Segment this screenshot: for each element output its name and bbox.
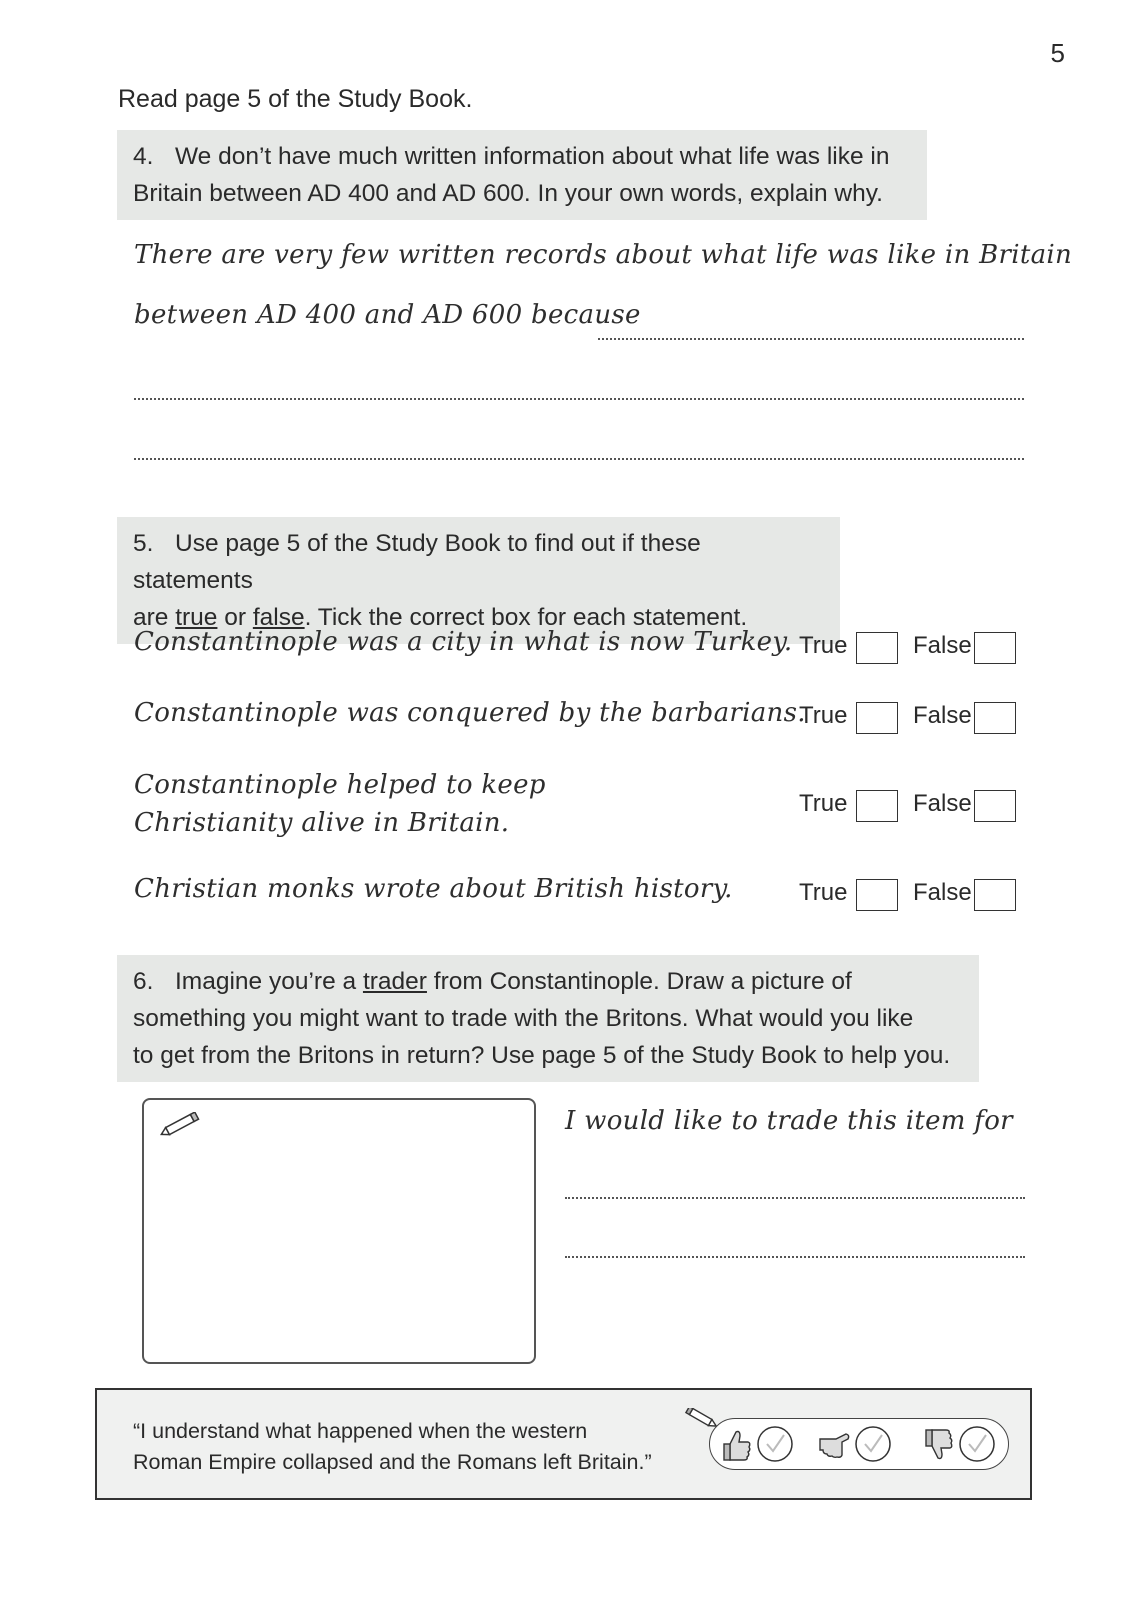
question-5-text1: Use page 5 of the Study Book to find out if these statements bbox=[133, 530, 701, 594]
question-4-line2: Britain between AD 400 and AD 600. In your own words, explain why. bbox=[133, 180, 883, 207]
q4-answer-blank-1[interactable] bbox=[598, 338, 1024, 340]
q4-answer-blank-3[interactable] bbox=[134, 458, 1024, 460]
statement-1-false-label: False bbox=[913, 632, 972, 659]
statement-4-true-label: True bbox=[799, 879, 848, 906]
question-4-box bbox=[117, 130, 927, 220]
statement-3-false-label: False bbox=[913, 790, 972, 817]
q6-answer-prompt: I would like to trade this item for bbox=[565, 1106, 1013, 1136]
statement-3-line1: Constantinople helped to keep bbox=[134, 770, 546, 800]
self-assessment-line2: Roman Empire collapsed and the Romans left Britain.” bbox=[133, 1450, 652, 1474]
statement-2-true-box[interactable] bbox=[856, 702, 898, 734]
tick-circle-icon[interactable] bbox=[756, 1425, 794, 1463]
thumbs-sideways-icon bbox=[816, 1431, 852, 1459]
q4-answer-blank-2[interactable] bbox=[134, 398, 1024, 400]
question-4-number: 4. bbox=[133, 143, 154, 170]
q5-line2-mid: or bbox=[217, 604, 253, 631]
question-5-line1 bbox=[133, 525, 822, 599]
q5-word-false: false bbox=[252, 604, 305, 631]
statement-1-true-box[interactable] bbox=[856, 632, 898, 664]
q6-answer-blank-2[interactable] bbox=[565, 1256, 1025, 1258]
statement-2-false-label: False bbox=[913, 702, 972, 729]
tick-circle-icon[interactable] bbox=[854, 1425, 892, 1463]
question-6-line3: to get from the Britons in return? Use page 5 of the Study Book to help you. bbox=[133, 1042, 951, 1069]
statement-3-line2: Christianity alive in Britain. bbox=[134, 808, 510, 838]
question-5-number: 5. bbox=[133, 530, 154, 557]
drawing-area[interactable] bbox=[142, 1098, 536, 1364]
statement-3 bbox=[134, 766, 546, 842]
statement-4-false-label: False bbox=[913, 879, 972, 906]
q5-line2-pre: are bbox=[133, 604, 176, 631]
q6-line1-post: from Constantinople. Draw a picture of bbox=[426, 968, 852, 995]
intro-instruction: Read page 5 of the Study Book. bbox=[118, 85, 473, 113]
statement-3-false-box[interactable] bbox=[974, 790, 1016, 822]
q6-word-trader: trader bbox=[362, 968, 427, 995]
statement-4: Christian monks wrote about British history. bbox=[134, 874, 733, 904]
statement-2-true-label: True bbox=[799, 702, 848, 729]
statement-2-false-box[interactable] bbox=[974, 702, 1016, 734]
q4-answer-line2: between AD 400 and AD 600 because bbox=[134, 300, 641, 330]
q4-answer-line1: There are very few written records about what life was like in Britain bbox=[134, 240, 1073, 270]
statement-3-true-box[interactable] bbox=[856, 790, 898, 822]
q6-line1-pre: Imagine you’re a bbox=[175, 968, 363, 995]
statement-1-false-box[interactable] bbox=[974, 632, 1016, 664]
thumbs-up-icon bbox=[722, 1428, 752, 1462]
question-6-line1 bbox=[133, 963, 961, 1000]
self-assessment-statement bbox=[133, 1416, 652, 1478]
statement-4-false-box[interactable] bbox=[974, 879, 1016, 911]
q5-word-true: true bbox=[175, 604, 218, 631]
statement-1: Constantinople was a city in what is now Turkey. bbox=[134, 627, 793, 657]
q6-answer-blank-1[interactable] bbox=[565, 1197, 1025, 1199]
question-4-text1: We don’t have much written information about what life was like in bbox=[175, 143, 890, 170]
statement-1-true-label: True bbox=[799, 632, 848, 659]
question-6-box bbox=[117, 955, 979, 1082]
statement-3-true-label: True bbox=[799, 790, 848, 817]
statement-4-true-box[interactable] bbox=[856, 879, 898, 911]
question-6-line2: something you might want to trade with the Britons. What would you like bbox=[133, 1005, 914, 1032]
self-assessment-rating bbox=[709, 1418, 1009, 1470]
question-4-line1 bbox=[133, 138, 909, 175]
page-number: 5 bbox=[1050, 38, 1065, 68]
pencil-icon bbox=[156, 1112, 202, 1138]
self-assessment-box bbox=[95, 1388, 1032, 1500]
self-assessment-line1: “I understand what happened when the western bbox=[133, 1419, 588, 1443]
thumbs-down-icon bbox=[924, 1428, 954, 1462]
question-6-number: 6. bbox=[133, 968, 154, 995]
q5-line2-post: . Tick the correct box for each statement. bbox=[304, 604, 748, 631]
statement-2: Constantinople was conquered by the barbarians. bbox=[134, 698, 806, 728]
tick-circle-icon[interactable] bbox=[958, 1425, 996, 1463]
question-5-box bbox=[117, 517, 840, 644]
